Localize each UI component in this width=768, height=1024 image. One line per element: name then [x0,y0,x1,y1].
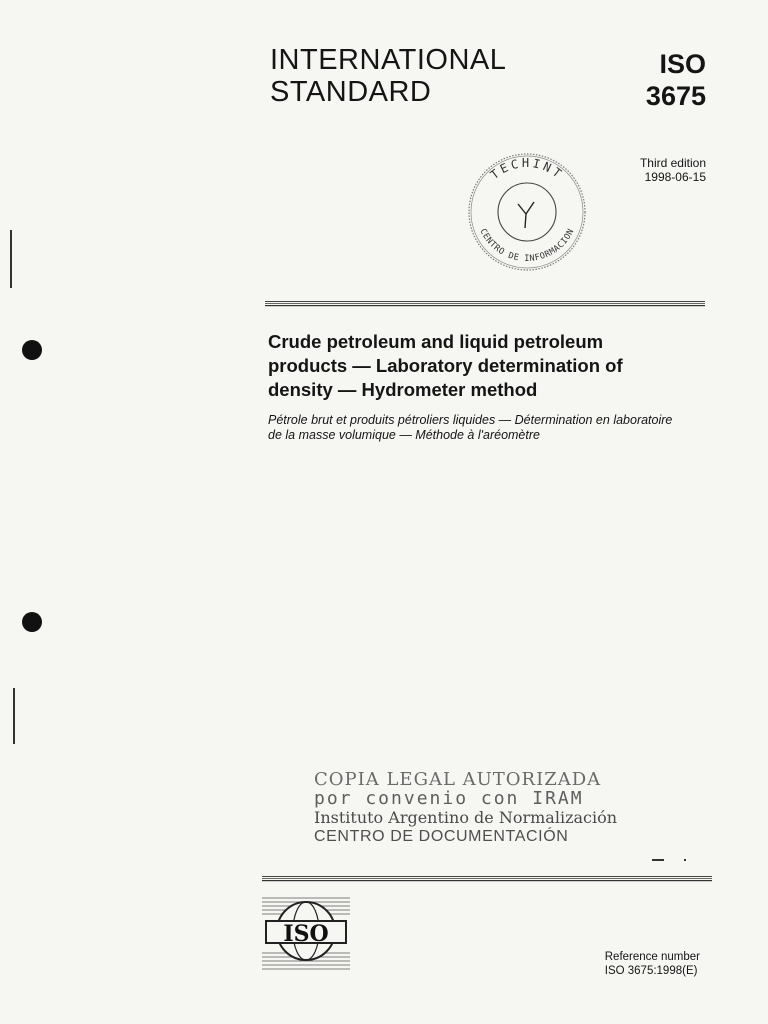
svg-text:CENTRO DE INFORMACION [477,227,576,264]
reference-number [605,950,700,978]
reference-value: ISO 3675:1998(E) [604,965,698,977]
iso-logo-text: ISO [283,921,329,947]
reference-label: Reference number [604,951,700,963]
document-type [270,44,506,108]
punch-hole-bottom [22,612,42,632]
scan-dot [684,859,686,861]
standard-designation [646,48,706,112]
copy-stamp-line2: por convenio con IRAM [314,788,584,809]
scan-mark-top [10,230,12,288]
standard-number: 3675 [645,81,706,111]
french-title-line1: Pétrole brut et produits pétroliers liquides — Détermination en laboratoire [268,413,673,427]
iso-logo [262,895,350,973]
edition-info [640,156,706,184]
punch-hole-top [22,340,42,360]
copy-stamp-line3: Instituto Argentino de Normalización [314,808,618,827]
standard-prefix: ISO [659,49,706,79]
french-title [268,413,718,443]
stamp-signature-mark [518,202,534,228]
receipt-stamp-top-text: TECHINT [487,156,567,183]
header-rule [265,301,705,307]
receipt-stamp [462,152,592,272]
document-type-line1: INTERNATIONAL [270,44,507,76]
english-title [268,330,708,402]
document-type-line2: STANDARD [270,76,432,108]
footer-rule [262,876,712,882]
scan-dash [652,859,664,861]
receipt-stamp-bottom-text: CENTRO DE INFORMACION [477,227,577,264]
english-title-line1: Crude petroleum and liquid petroleum [268,331,604,352]
english-title-line3: density — Hydrometer method [268,379,538,400]
edition-date: 1998-06-15 [644,170,706,184]
copy-stamp-line1: COPIA LEGAL AUTORIZADA [314,769,602,790]
english-title-line2: products — Laboratory determination of [268,355,623,376]
french-title-line2: de la masse volumique — Méthode à l'aréomètre [268,428,540,442]
copy-authorization-stamp [314,769,618,846]
copy-stamp-line4: CENTRO DE DOCUMENTACIÓN [314,828,569,845]
edition-label: Third edition [639,156,706,170]
svg-text:TECHINT [488,156,567,182]
scan-mark-bottom [13,688,15,744]
